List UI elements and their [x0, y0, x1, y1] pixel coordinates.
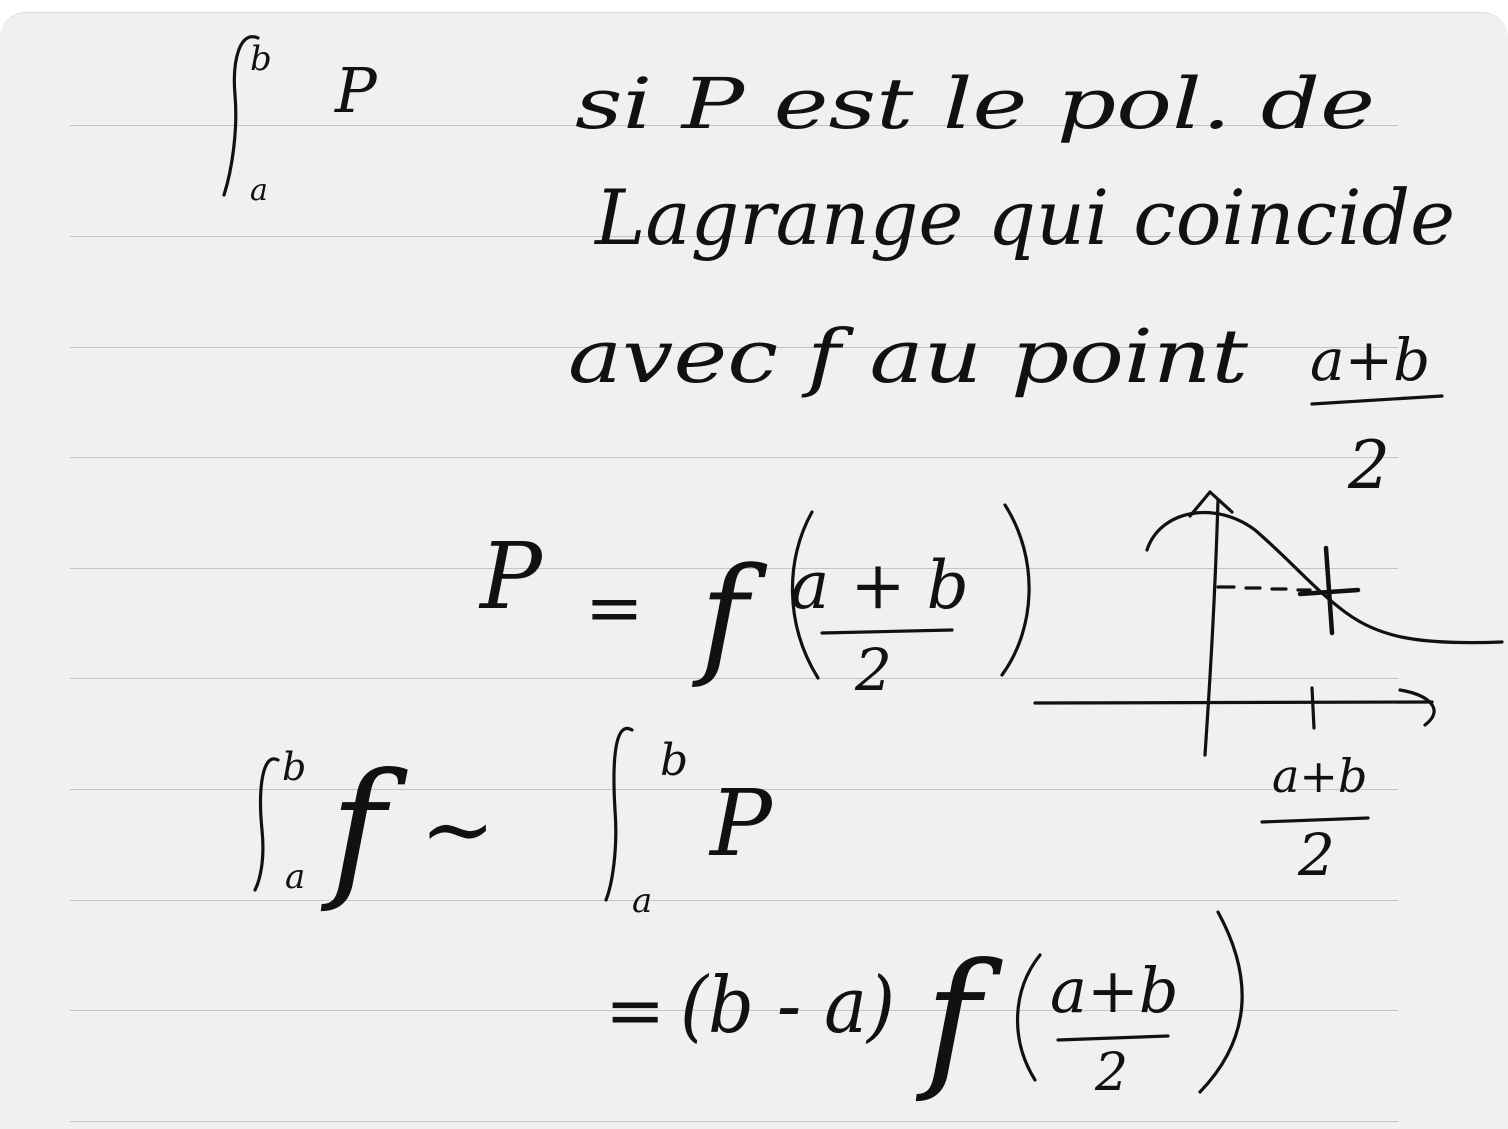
paren-right — [1200, 912, 1242, 1092]
paren-right — [1002, 505, 1029, 675]
eq3-func: f — [925, 932, 981, 1106]
line1-integrand: P — [335, 54, 377, 127]
eq1-equals: = — [585, 567, 644, 649]
equation-1 — [478, 505, 1029, 704]
eq1-func: f — [700, 539, 749, 691]
eq2-int1-lower: a — [285, 857, 306, 897]
x-axis-arrow-icon — [1400, 690, 1434, 725]
integral-sign — [255, 759, 278, 890]
x-axis — [1035, 702, 1432, 703]
line1-integral — [224, 37, 378, 208]
equation-3 — [605, 912, 1242, 1106]
eq2-approx: ∼ — [420, 777, 496, 882]
eq2-int1-upper: b — [282, 745, 307, 789]
integral-sign — [606, 728, 632, 900]
y-axis — [1205, 500, 1218, 755]
graph-tick-num: a+b — [1272, 749, 1368, 803]
fraction-bar — [1312, 396, 1442, 404]
eq2-int2-integrand: P — [710, 770, 772, 877]
line1-integral-upper: b — [250, 39, 272, 79]
eq3-equals: = — [605, 968, 666, 1052]
fraction-bar — [1058, 1036, 1168, 1040]
curve — [1147, 513, 1502, 643]
paren-left — [1018, 955, 1040, 1080]
eq2-int2-lower: a — [632, 881, 653, 921]
dashed-guide — [1218, 587, 1310, 590]
line1-text: si P est le pol. de — [575, 63, 1375, 145]
eq3-num: a+b — [1050, 954, 1179, 1027]
eq3-den: 2 — [1095, 1043, 1129, 1103]
line2-text: Lagrange qui coincide — [593, 173, 1455, 262]
fraction-bar — [822, 630, 952, 633]
sketch-graph — [1035, 492, 1502, 889]
line3-frac-den: 2 — [1348, 427, 1390, 504]
eq1-num: a + b — [790, 547, 969, 624]
line3-frac-num: a+b — [1310, 326, 1431, 394]
eq2-int2-upper: b — [660, 735, 689, 786]
line3-text: avec f au point — [568, 314, 1249, 400]
eq3-factor: (b - a) — [680, 961, 895, 1051]
line3-fraction — [1310, 326, 1442, 504]
x-tick — [1312, 688, 1314, 728]
equation-2 — [255, 728, 774, 921]
eq1-den: 2 — [855, 636, 892, 704]
graph-tick-den: 2 — [1298, 821, 1335, 889]
eq1-lhs: P — [480, 523, 542, 630]
line1-integral-lower: a — [250, 173, 268, 208]
eq2-int1-integrand: f — [330, 742, 386, 916]
